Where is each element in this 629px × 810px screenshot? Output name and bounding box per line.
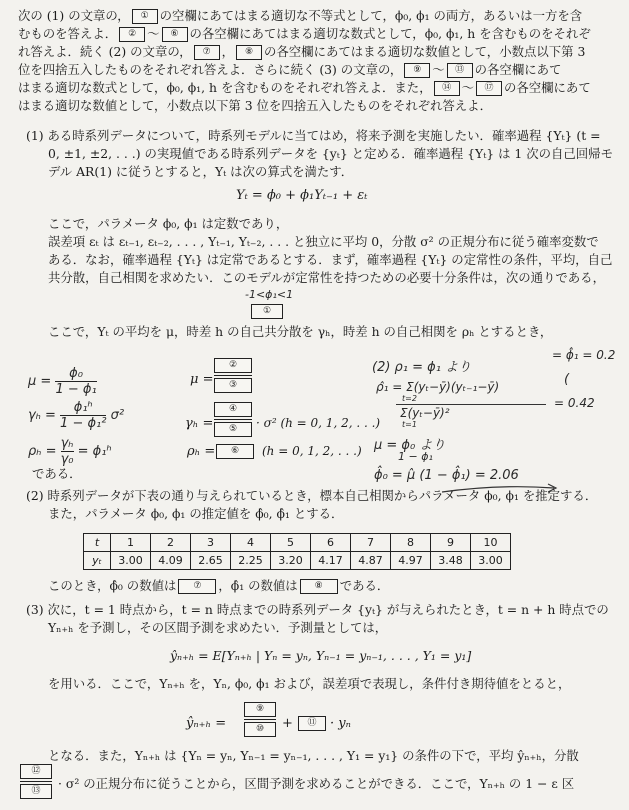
table-cell-t: 3 <box>191 534 231 552</box>
forecast-tail: · yₙ <box>330 716 351 731</box>
p1-line-6: ある．なお，確率過程 {Yₜ} は定常であるとする．まず，確率過程 {Yₜ} の定常性の条件，平均，自己 <box>48 252 613 267</box>
hw-rho-lhs: ρₕ = <box>28 444 57 459</box>
intro-text: の各空欄にあてはまる適切な数式として，ϕ₀, ϕ₁, h を含むものをそれぞ <box>189 26 591 41</box>
table-cell-y: 4.97 <box>391 552 431 570</box>
mu-label: μ = <box>190 372 214 387</box>
intro-text: の空欄にあてはまる適切な不等式として，ϕ₀, ϕ₁ の両方，あるいは一方を含 <box>159 8 583 23</box>
hw-gamma <box>28 400 124 431</box>
hw-rho-frac <box>61 436 74 467</box>
hw-text: ϕ₁ʰ <box>73 400 93 415</box>
answer-box-9[interactable]: ⑨ <box>404 63 430 78</box>
table-cell-y: 4.09 <box>151 552 191 570</box>
hw-text: γ₀ <box>60 452 74 467</box>
time-series-table <box>83 533 511 570</box>
answer-box-2[interactable]: ② <box>119 27 145 42</box>
table-cell-y: 3.00 <box>111 552 151 570</box>
variance-fraction <box>20 764 52 799</box>
hw-mu <box>28 366 97 397</box>
gamma-fraction <box>214 402 252 437</box>
answer-box-10-main[interactable]: ⑩ <box>244 722 276 737</box>
gamma-tail: · σ² (h = 0, 1, 2, . . .) <box>256 416 381 430</box>
intro-line-3 <box>18 44 585 60</box>
hw-text: σ² <box>110 408 125 423</box>
rho-label: ρₕ = <box>187 444 216 459</box>
intro-text: の各空欄にあて <box>503 80 591 95</box>
intro-line-4 <box>18 62 561 78</box>
intro-text: の各空欄にあてはまる適切な数値として，小数点以下第 3 <box>264 44 586 59</box>
answer-box-8-main[interactable]: ⑧ <box>300 579 338 594</box>
intro-text: ， <box>221 44 235 59</box>
table-cell-y: 4.17 <box>311 552 351 570</box>
intro-text: 次の (1) の文章の， <box>18 8 130 23</box>
p1-line-2: 0, ±1, ±2, . . .) の実現値である時系列データを {yₜ} と定める．確率過程 {Yₜ} は 1 次の自己回帰モ <box>48 146 613 161</box>
fraction-bar <box>244 719 276 720</box>
p3-line-4: となる．また，Yₙ₊ₕ は {Yₙ = yₙ, Yₙ₋₁ = yₙ₋₁, . . . , Y₁ = y₁} の条件の下で，平均 ŷₙ₊ₕ，分散 <box>48 748 579 763</box>
intro-text: 位を四捨五入したものをそれぞれ答えよ．さらに続く (3) の文章の， <box>18 62 403 77</box>
answer-box-13-main[interactable]: ⑬ <box>20 784 52 799</box>
intro-line-6: はまる適切な数値として，小数点以下第 3 位を四捨五入したものをそれぞれ答えよ． <box>18 98 492 113</box>
table-cell-t: 10 <box>471 534 511 552</box>
hw-text: 1 − ϕ₁ <box>55 382 97 397</box>
p2-text: このとき，ϕ̂₀ の数値は <box>48 578 177 593</box>
answer-box-1[interactable]: ① <box>132 9 158 24</box>
intro-text: れ答えよ．続く (2) の文章の， <box>18 44 192 59</box>
table-cell-t: 8 <box>391 534 431 552</box>
table-cell-y: 3.00 <box>471 552 511 570</box>
table-cell-t: 2 <box>151 534 191 552</box>
intro-line-1 <box>18 8 582 24</box>
table-header-t: t <box>84 534 111 552</box>
forecast-lhs: ŷₙ₊ₕ = <box>186 716 227 731</box>
table-cell-y: 4.87 <box>351 552 391 570</box>
p3-line-1: (3) 次に，t = 1 時点から，t = n 時点までの時系列データ {yₜ} が与えられたとき，t = n + h 時点での <box>26 602 609 617</box>
table-cell-t: 9 <box>431 534 471 552</box>
forecast-equation: ŷₙ₊ₕ = E[Yₙ₊ₕ | Yₙ = yₙ, Yₙ₋₁ = yₙ₋₁, . . . , Y₁ = y₁] <box>170 648 472 663</box>
table-cell-t: 6 <box>311 534 351 552</box>
p1-line-5: 誤差項 εₜ は εₜ₋₁, εₜ₋₂, . . . , Yₜ₋₁, Yₜ₋₂, . . . と独立に平均 0，分散 σ² の正規分布に従う確率変数で <box>48 234 599 249</box>
p1-line-4: ここで，パラメータ ϕ₀, ϕ₁ は定数であり， <box>48 216 289 231</box>
answer-box-17[interactable]: ⑰ <box>476 81 502 96</box>
intro-text: むものを答えよ． <box>18 26 118 41</box>
answer-box-1-main[interactable]: ① <box>251 304 283 319</box>
intro-text: はまる適切な数式として，ϕ₀, ϕ₁, h を含むものをそれぞれ答えよ．また， <box>18 80 432 95</box>
table-header-y: yₜ <box>84 552 111 570</box>
answer-box-7[interactable]: ⑦ <box>194 45 220 60</box>
intro-text: 〜 <box>147 26 160 41</box>
answer-box-11-main[interactable]: ⑪ <box>298 716 326 731</box>
handwritten-condition: -1<ϕ₁<1 <box>245 288 294 301</box>
answer-box-4-main[interactable]: ④ <box>214 402 252 417</box>
hw-text: 1 − ϕ₁² <box>60 416 107 431</box>
answer-box-3-main[interactable]: ③ <box>214 378 252 393</box>
intro-text: の各空欄にあて <box>474 62 562 77</box>
table-cell-y: 2.25 <box>231 552 271 570</box>
hw-gamma-lhs: γₕ = <box>28 408 56 423</box>
ar1-equation: Yₜ = ϕ₀ + ϕ₁Yₜ₋₁ + εₜ <box>236 188 368 203</box>
p1-line-7: 共分散，自己相関を求めたい．このモデルが定常性を持つための必要十分条件は，次の通りである， <box>48 270 605 285</box>
hw-text: = ϕ₁ʰ <box>77 444 112 459</box>
answer-box-12-main[interactable]: ⑫ <box>20 764 52 779</box>
p1-end: である． <box>32 466 82 481</box>
intro-text: 〜 <box>432 62 445 77</box>
answer-box-13[interactable]: ⑬ <box>447 63 473 78</box>
table-cell-y: 3.20 <box>271 552 311 570</box>
hw-r3: Σ(yₜ−ȳ)² <box>400 406 450 420</box>
p2-line-1: (2) 時系列データが下表の通り与えられているとき，標本自己相関からパラメータ ϕ₀, ϕ₁ を推定する． <box>26 488 598 503</box>
answer-box-6[interactable]: ⑥ <box>162 27 188 42</box>
table-row <box>84 534 511 552</box>
answer-box-14[interactable]: ⑭ <box>434 81 460 96</box>
forecast-plus: + <box>282 716 293 731</box>
answer-box-9-main[interactable]: ⑨ <box>244 702 276 717</box>
answer-box-8[interactable]: ⑧ <box>236 45 262 60</box>
table-cell-t: 5 <box>271 534 311 552</box>
table-cell-y: 2.65 <box>191 552 231 570</box>
hw-text: ϕ₀ <box>69 366 83 381</box>
fraction-bar <box>20 781 52 782</box>
intro-line-2 <box>18 26 591 42</box>
mu-fraction <box>214 358 252 393</box>
intro-text: 〜 <box>461 80 474 95</box>
answer-box-5-main[interactable]: ⑤ <box>214 422 252 437</box>
hw-right1: = ϕ̂₁ = 0.2 <box>552 348 616 362</box>
p3-line-5: · σ² の正規分布に従うことから，区間予測を求めることができる．ここで，Yₙ₊ₕ の 1 − ε 区 <box>58 776 575 791</box>
p2-line-3 <box>48 578 389 594</box>
hw-text: γₕ <box>60 436 74 451</box>
hw-r5: ϕ̂₀ = μ̂ (1 − ϕ̂₁) = 2.06 <box>374 468 519 483</box>
table-cell-t: 1 <box>111 534 151 552</box>
p2-line-2: また，パラメータ ϕ₀, ϕ₁ の推定値を ϕ̂₀, ϕ̂₁ とする． <box>48 506 344 521</box>
answer-box-6-main[interactable]: ⑥ <box>216 444 254 459</box>
hw-r1: (2) ρ₁ = ϕ₁ より <box>372 360 472 375</box>
hw-right3: = 0.42 <box>554 396 595 410</box>
hw-right2: ( <box>564 372 570 387</box>
hw-frac-bar <box>396 404 546 405</box>
hw-mu-lhs: μ = <box>28 374 52 389</box>
p2-text: ，ϕ̂₁ の数値は <box>218 578 298 593</box>
table-cell-y: 3.48 <box>431 552 471 570</box>
table-row <box>84 552 511 570</box>
rho-tail: (h = 0, 1, 2, . . .) <box>262 444 362 458</box>
hw-r2b: t=2 <box>402 394 417 403</box>
fraction-bar <box>214 375 252 376</box>
gamma-label: γₕ = <box>185 416 214 431</box>
hw-r4: μ = ϕ₀ より <box>374 438 446 453</box>
hw-mu-frac <box>55 366 96 397</box>
forecast-fraction <box>244 702 276 737</box>
p1-line-1: (1) ある時系列データについて，時系列モデルに当てはめ，将来予測を実施したい．確率過程 {Yₜ} (t = <box>26 128 601 143</box>
hw-r4b: 1 − ϕ₁ <box>398 450 433 463</box>
intro-line-5 <box>18 80 591 96</box>
hw-gamma-frac <box>60 400 106 431</box>
hw-r2: ρ̂₁ = Σ(yₜ−ȳ)(yₜ₋₁−ȳ) <box>376 380 500 394</box>
table-cell-t: 7 <box>351 534 391 552</box>
p1-line-3: デル AR(1) に従うとすると，Yₜ は次の算式を満たす． <box>48 164 354 179</box>
answer-box-7-main[interactable]: ⑦ <box>178 579 216 594</box>
fraction-bar <box>214 419 252 420</box>
answer-box-2-main[interactable]: ② <box>214 358 252 373</box>
table-cell-t: 4 <box>231 534 271 552</box>
p1-line-8: ここで，Yₜ の平均を μ，時差 h の自己共分散を γₕ，時差 h の自己相関を ρₕ とするとき， <box>48 324 553 339</box>
p2-text: である． <box>339 578 390 593</box>
hw-rho <box>28 436 112 467</box>
hw-r3b: t=1 <box>402 420 417 429</box>
p3-line-3: を用いる．ここで，Yₙ₊ₕ を，Yₙ, ϕ₀, ϕ₁ および，誤差項で表現し，条件付き期待値をとると， <box>48 676 571 691</box>
p3-line-2: Yₙ₊ₕ を予測し，その区間予測を求めたい．予測量としては， <box>48 620 388 635</box>
